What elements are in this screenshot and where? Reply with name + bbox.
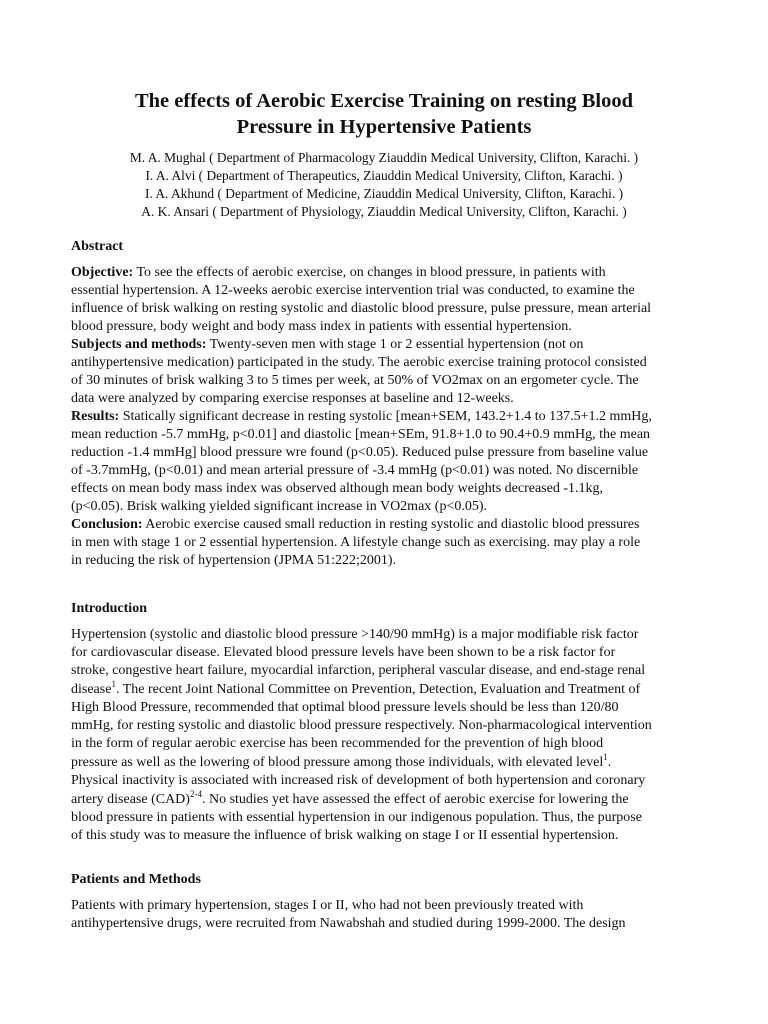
abstract-body	[71, 264, 697, 570]
abstract-objective-line	[71, 264, 697, 282]
objective-label: Objective:	[71, 265, 134, 280]
citation-ref: 2-4	[189, 789, 202, 799]
introduction-line: blood pressure in patients with essential hypertension in our indigenous population. Thus, the purpose	[71, 810, 642, 825]
introduction-text: . The recent Joint National Committee on Prevention, Detection, Evaluation and Treatment of	[115, 682, 641, 697]
author-affiliation: I. A. Alvi ( Department of Therapeutics, Ziauddin Medical University, Clifton, Karachi. )	[145, 168, 623, 183]
results-text: Statically significant decrease in resting systolic [mean+SEM, 143.2+1.4 to 137.5+1.2 mmHg,	[119, 409, 652, 424]
introduction-heading: Introduction	[71, 601, 147, 616]
introduction-line: in the form of regular aerobic exercise has been recommended for the prevention of high blood	[71, 736, 604, 751]
abstract-heading: Abstract	[71, 239, 124, 254]
introduction-line: Hypertension (systolic and diastolic blood pressure >140/90 mmHg) is a major modifiable risk factor	[71, 627, 639, 642]
patients-methods-heading: Patients and Methods	[71, 872, 201, 887]
results-label: Results:	[71, 409, 120, 424]
subjects-methods-text: Twenty-seven men with stage 1 or 2 essential hypertension (not on	[206, 337, 584, 352]
introduction-line: stroke, congestive heart failure, myocardial infarction, peripheral vascular disease, and end-stage renal	[71, 663, 646, 678]
introduction-text: .	[607, 755, 612, 770]
abstract-line: in reducing the risk of hypertension (JPMA 51:222;2001).	[71, 553, 397, 568]
introduction-body	[71, 626, 697, 845]
subjects-methods-label: Subjects and methods:	[71, 337, 207, 352]
abstract-line: data were analyzed by comparing exercise responses at baseline and 12-weeks.	[71, 391, 514, 406]
abstract-conclusion-line	[71, 516, 697, 534]
abstract-line: effects on mean body mass index was observed although mean body weights decreased -1.1kg,	[71, 481, 603, 496]
introduction-line: for cardiovascular disease. Elevated blood pressure levels have been shown to be a risk factor for	[71, 645, 616, 660]
author-affiliation: M. A. Mughal ( Department of Pharmacology Ziauddin Medical University, Clifton, Karachi. )	[129, 150, 639, 165]
abstract-line: of -3.7mmHg, (p<0.01) and mean arterial pressure of -3.4 mmHg (p<0.01) was noted. No discernible	[71, 463, 639, 478]
patients-methods-line: Patients with primary hypertension, stages I or II, who had not been previously treated with	[71, 898, 584, 913]
abstract-subjects-line	[71, 336, 697, 354]
abstract-line: influence of brisk walking on resting systolic and diastolic blood pressure, pulse pressure, mean arterial	[71, 301, 652, 316]
introduction-line: mmHg, for resting systolic and diastolic blood pressure respectively. Non-pharmacological intervention	[71, 718, 652, 733]
abstract-line: in men with stage 1 or 2 essential hypertension. A lifestyle change such as exercising. may play a role	[71, 535, 641, 550]
title-line: Pressure in Hypertensive Patients	[236, 116, 532, 138]
introduction-line: of this study was to measure the influence of brisk walking on stage I or II essential hypertension.	[71, 828, 619, 843]
introduction-text: pressure as well as the lowering of blood pressure among those individuals, with elevated level	[71, 755, 604, 770]
objective-text: To see the effects of aerobic exercise, on changes in blood pressure, in patients with	[133, 265, 606, 280]
introduction-line	[71, 680, 697, 699]
abstract-line: (p<0.05). Brisk walking yielded significant increase in VO2max (p<0.05).	[71, 499, 488, 514]
introduction-line: Physical inactivity is associated with increased risk of development of both hypertension and coronary	[71, 773, 646, 788]
title-line: The effects of Aerobic Exercise Training on resting Blood	[134, 90, 634, 112]
introduction-text: artery disease (CAD)	[71, 792, 190, 807]
introduction-line: High Blood Pressure, recommended that optimal blood pressure levels should be less than 120/80	[71, 700, 619, 715]
abstract-line: essential hypertension. A 12-weeks aerobic exercise intervention trial was conducted, to examine the	[71, 283, 635, 298]
patients-methods-body	[71, 897, 697, 933]
abstract-line: blood pressure, body weight and body mass index in patients with essential hypertension.	[71, 319, 572, 334]
author-affiliation: A. K. Ansari ( Department of Physiology, Ziauddin Medical University, Clifton, Karachi. )	[141, 204, 627, 219]
conclusion-label: Conclusion:	[71, 517, 143, 532]
author-list	[71, 149, 697, 221]
abstract-line: mean reduction -5.7 mmHg, p<0.01] and diastolic [mean+SEm, 91.8+1.0 to 90.4+0.9 mmHg, the mean	[71, 427, 651, 442]
introduction-text: disease	[71, 682, 112, 697]
introduction-line	[71, 790, 697, 809]
conclusion-text: Aerobic exercise caused small reduction in resting systolic and diastolic blood pressures	[142, 517, 640, 532]
abstract-line: antihypertensive medication) participated in the study. The aerobic exercise training protocol consisted	[71, 355, 647, 370]
paper-title	[71, 88, 697, 140]
abstract-line: reduction -1.4 mmHg] blood pressure wre found (p<0.05). Reduced pulse pressure from baseline value	[71, 445, 649, 460]
patients-methods-line: antihypertensive drugs, were recruited from Nawabshah and studied during 1999-2000. The design	[71, 916, 626, 931]
abstract-line: of 30 minutes of brisk walking 3 to 5 times per week, at 50% of VO2max on an ergometer cycle. The	[71, 373, 639, 388]
introduction-text: . No studies yet have assessed the effect of aerobic exercise for lowering the	[201, 792, 629, 807]
citation-ref: 1	[111, 679, 116, 689]
author-affiliation: I. A. Akhund ( Department of Medicine, Ziauddin Medical University, Clifton, Karachi. )	[144, 186, 624, 201]
introduction-line	[71, 753, 697, 772]
citation-ref: 1	[603, 752, 608, 762]
abstract-results-line	[71, 408, 697, 426]
